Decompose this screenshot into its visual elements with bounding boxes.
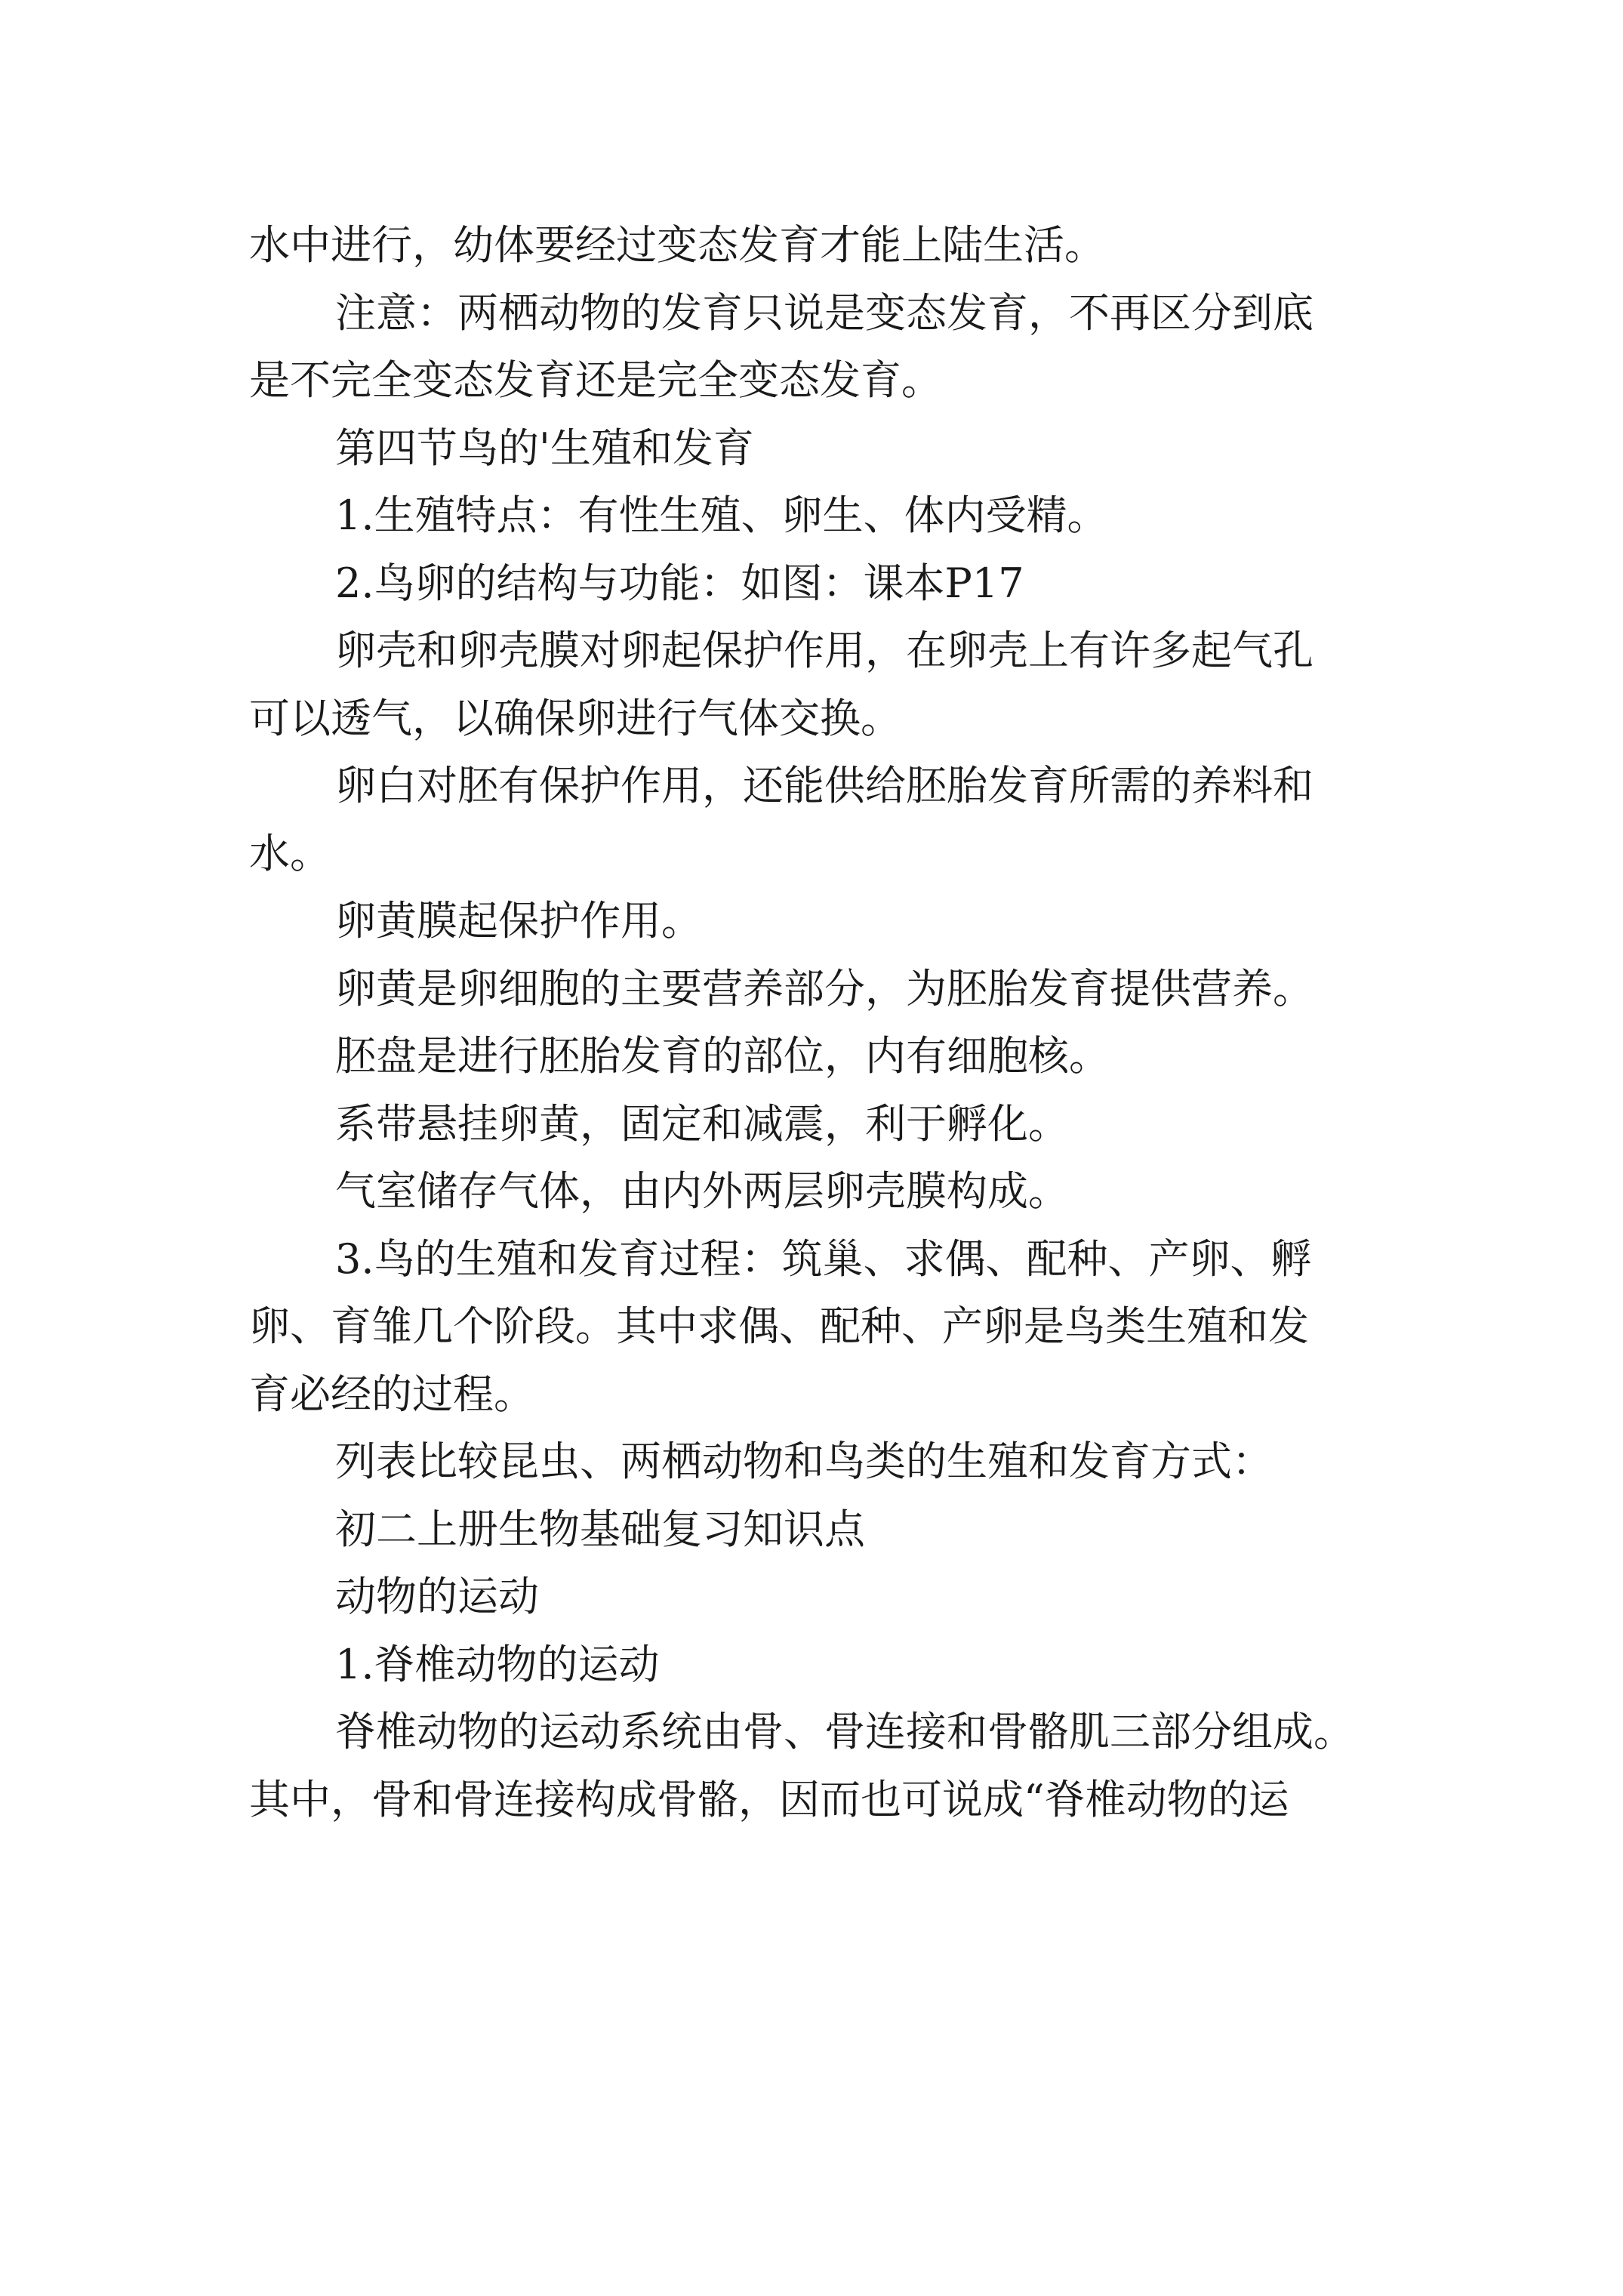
text-line: 2.鸟卵的结构与功能：如图：课本P17: [335, 559, 1024, 607]
text-line: 其中，骨和骨连接构成骨骼，因而也可说成“脊椎动物的运: [249, 1775, 1289, 1823]
text-line: 3.鸟的生殖和发育过程：筑巢、求偶、配种、产卵、孵: [335, 1234, 1312, 1283]
text-line: 卵黄膜起保护作用。: [335, 897, 702, 945]
text-line: 气室储存气体，由内外两层卵壳膜构成。: [335, 1167, 1069, 1215]
text-line: 系带悬挂卵黄，固定和减震，利于孵化。: [335, 1099, 1069, 1148]
text-line: 注意：两栖动物的发育只说是变态发育，不再区分到底: [335, 288, 1313, 337]
text-line: 水中进行，幼体要经过变态发育才能上陆生活。: [249, 221, 1105, 269]
text-line: 列表比较昆虫、两栖动物和鸟类的生殖和发育方式：: [335, 1438, 1273, 1485]
text-line: 脊椎动物的运动系统由骨、骨连接和骨骼肌三部分组成。: [335, 1708, 1354, 1755]
text-line: 1.生殖特点：有性生殖、卵生、体内受精。: [335, 492, 1108, 539]
text-line: 卵壳和卵壳膜对卵起保护作用，在卵壳上有许多起气孔: [335, 627, 1313, 674]
text-line: 卵黄是卵细胞的主要营养部分，为胚胎发育提供营养。: [335, 964, 1313, 1012]
text-line: 是不完全变态发育还是完全变态发育。: [249, 356, 942, 404]
text-line: 卵白对胚有保护作用，还能供给胚胎发育所需的养料和: [335, 762, 1313, 809]
section-heading: 第四节鸟的'生殖和发育: [335, 424, 754, 472]
section-heading: 初二上册生物基础复习知识点: [335, 1505, 865, 1553]
document-body: [249, 211, 1404, 1833]
text-line: 卵、育雏几个阶段。其中求偶、配种、产卵是鸟类生殖和发: [249, 1302, 1309, 1350]
text-line: 育必经的过程。: [249, 1370, 534, 1418]
section-heading: 动物的运动: [335, 1573, 539, 1620]
text-line: 可以透气，以确保卵进行气体交换。: [249, 694, 901, 742]
text-line: 胚盘是进行胚胎发育的部位，内有细胞核。: [335, 1032, 1110, 1080]
text-line: 1.脊椎动物的运动: [335, 1640, 660, 1688]
text-line: 水。: [249, 829, 331, 877]
